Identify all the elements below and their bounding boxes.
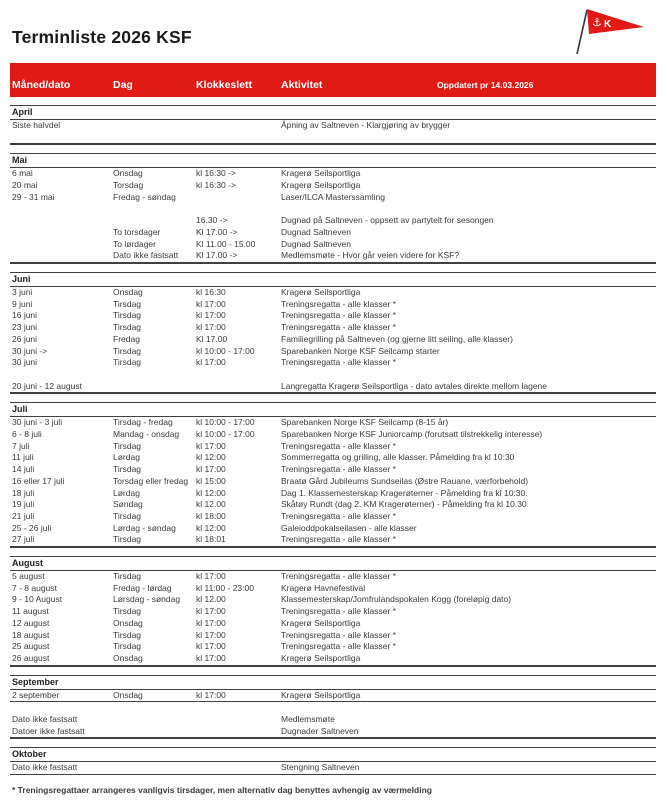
table-row <box>10 299 656 311</box>
cell-day <box>113 120 196 132</box>
cell-day: Lørdag <box>113 487 140 498</box>
cell-day <box>113 726 196 738</box>
cell-date: 9 juni <box>12 298 33 309</box>
cell-date <box>12 239 113 251</box>
table-row <box>10 120 656 132</box>
cell-activity: Klassemesterskap/Jomfrulandspokalen Kogg (foreløpig dato) <box>281 594 512 605</box>
cell-day: Onsdag <box>113 652 143 663</box>
cell-day: Fredag - lørdag <box>113 582 172 593</box>
cell-time <box>196 120 281 132</box>
cell-time: kl 17:00 <box>196 629 226 640</box>
month-section-juni <box>10 272 656 394</box>
cell-activity: Treningsregatta - alle klasser * <box>281 310 396 321</box>
cell-day <box>113 714 196 726</box>
table-row <box>10 441 656 453</box>
cell-date: 20 mai <box>12 180 38 191</box>
cell-activity: Åpning av Saltneven - Klargjøring av brygger <box>281 120 451 130</box>
cell-time: kl 17:00 <box>196 617 226 628</box>
month-heading: Oktober <box>10 747 656 762</box>
cell-date <box>12 215 113 227</box>
cell-time: kl 17:00 <box>196 440 226 451</box>
cell-activity: Treningsregatta - alle klasser * <box>281 298 396 309</box>
cell-activity: Kragerø Seilsportliga <box>281 180 361 191</box>
table-row <box>10 653 656 665</box>
cell-day: Fredag <box>113 333 140 344</box>
month-heading: September <box>10 675 656 690</box>
cell-day: Lørdag <box>113 452 140 463</box>
cell-activity: Sparebanken Norge KSF Seilcamp (8-15 år) <box>281 417 449 428</box>
cell-date: Dato ikke fastsatt <box>12 762 78 773</box>
cell-time: kl 17:00 <box>196 641 226 652</box>
cell-date: Datoer ikke fastsatt <box>12 725 85 736</box>
table-row <box>10 452 656 464</box>
cell-date: 23 juni <box>12 322 38 333</box>
column-header-dag: Dag <box>113 79 133 91</box>
table-row <box>10 215 656 227</box>
cell-time: 16.30 -> <box>196 215 228 226</box>
table-row <box>10 726 656 738</box>
cell-activity: Treningsregatta - alle klasser * <box>281 629 396 640</box>
cell-date: 6 mai <box>12 168 33 179</box>
table-header-bar <box>10 63 656 97</box>
cell-day: Onsdag <box>113 287 143 297</box>
cell-date: 9 - 10 August <box>12 594 63 605</box>
cell-day: Tirsdag <box>113 629 142 640</box>
cell-activity: Sparebanken Norge KSF Seilcamp starter <box>281 345 440 356</box>
cell-activity: Treningsregatta - alle klasser * <box>281 606 396 617</box>
cell-time: kl 17:00 <box>196 357 226 368</box>
cell-time: kl 17:00 <box>196 322 226 333</box>
updated-date-label: Oppdatert pr 14.03.2026 <box>437 80 534 90</box>
cell-time: kl 17:00 <box>196 606 226 617</box>
cell-time: kl 12:00 <box>196 487 226 498</box>
cell-activity: Treningsregatta - alle klasser * <box>281 322 396 333</box>
month-heading: April <box>10 105 656 120</box>
cell-day: Tirsdag <box>113 510 142 521</box>
table-row <box>10 714 656 726</box>
cell-activity: Treningsregatta - alle klasser * <box>281 510 396 521</box>
cell-time: kl 12:00 <box>196 452 226 463</box>
cell-date: 19 juli <box>12 499 35 510</box>
cell-date: 16 juni <box>12 310 38 321</box>
cell-activity: Laser/ILCA Masterssamling <box>281 191 385 202</box>
cell-date: 2 september <box>12 689 60 700</box>
anchor-icon: ⚓ <box>592 16 602 29</box>
cell-date: 26 august <box>12 652 50 663</box>
cell-time: kl 16:30 -> <box>196 168 236 179</box>
cell-time: kl 18:01 <box>196 534 226 545</box>
table-row <box>10 488 656 500</box>
table-row <box>10 417 656 429</box>
table-row <box>10 618 656 630</box>
table-row <box>10 192 656 204</box>
ksf-burgee-flag-icon <box>570 4 650 62</box>
cell-time: Kl 17.00 -> <box>196 226 238 237</box>
cell-activity: Dugnader Saltneven <box>281 725 359 736</box>
column-header-klokkeslett: Klokkeslett <box>196 79 253 91</box>
spacer-row <box>10 132 656 144</box>
cell-day: Onsdag <box>113 617 143 628</box>
cell-time: kl 17:00 <box>196 298 226 309</box>
cell-time: kl 11:00 - 23:00 <box>196 582 254 593</box>
cell-date <box>12 227 113 239</box>
schedule-sections <box>10 105 656 775</box>
cell-day: Tirsdag - fredag <box>113 417 173 428</box>
cell-date: 26 juni <box>12 333 38 344</box>
cell-time: kl 12.00 <box>196 499 226 510</box>
cell-date: 30 juni <box>12 357 38 368</box>
month-section-august <box>10 556 656 667</box>
table-row <box>10 606 656 618</box>
cell-activity: Kragerø Havnefestival <box>281 582 366 593</box>
cell-date: 11 august <box>12 606 49 617</box>
cell-day: Dato ikke fastsatt <box>113 250 179 261</box>
cell-date: 25 august <box>12 641 50 652</box>
spacer-row <box>10 204 656 216</box>
month-section-oktober <box>10 747 656 775</box>
cell-day: To lørdager <box>113 238 156 249</box>
cell-day: Søndag <box>113 499 143 510</box>
table-row <box>10 346 656 358</box>
cell-activity: Kragerø Seilsportliga <box>281 652 361 663</box>
cell-time <box>196 192 281 204</box>
cell-activity: Dugnad på Saltneven - oppsett av partytelt for sesongen <box>281 215 494 226</box>
table-row <box>10 357 656 369</box>
cell-day: Torsdag <box>113 180 144 191</box>
cell-date: Siste halvdel <box>12 120 61 130</box>
month-heading: August <box>10 556 656 571</box>
cell-day: To torsdager <box>113 226 161 237</box>
cell-time <box>196 726 281 738</box>
cell-date: 18 juli <box>12 487 35 498</box>
cell-time: kl 17:00 <box>196 689 226 700</box>
cell-day: Tirsdag <box>113 322 142 333</box>
table-row <box>10 583 656 595</box>
table-row <box>10 429 656 441</box>
table-row <box>10 571 656 583</box>
table-row <box>10 476 656 488</box>
cell-activity: Sparebanken Norge KSF Juniorcamp (forutsatt tilstrekkelig interesse) <box>281 429 543 440</box>
table-row <box>10 381 656 393</box>
table-row <box>10 762 656 774</box>
table-row <box>10 250 656 262</box>
month-section-april <box>10 105 656 145</box>
cell-date: 12 august <box>12 617 50 628</box>
footnote: * Treningsregattaer arrangeres vanligvis tirsdager, men alternativ dag benyttes avhengig av værmelding <box>12 785 432 796</box>
flag-pole <box>577 10 587 54</box>
cell-date: 18 august <box>12 629 50 640</box>
cell-activity: Kragerø Seilsportliga <box>281 617 361 628</box>
cell-time: kl 10:00 - 17:00 <box>196 429 255 440</box>
cell-date: 30 juni - 3 juli <box>12 417 63 428</box>
cell-time: kl 17:00 <box>196 652 226 663</box>
month-section-mai <box>10 153 656 264</box>
document-content <box>10 0 656 795</box>
cell-day <box>113 381 196 393</box>
cell-date: 14 juli <box>12 464 35 475</box>
cell-activity: Kragerø Seilsportliga <box>281 287 361 297</box>
table-row <box>10 511 656 523</box>
cell-date: 6 - 8 juli <box>12 429 42 440</box>
cell-time: kl 17:00 <box>196 310 226 321</box>
cell-activity: Familiegrilling på Saltneven (og gjerne litt seiling, alle klasser) <box>281 333 513 344</box>
cell-date: 5 august <box>12 571 45 582</box>
column-header-maaned-dato: Måned/dato <box>12 79 71 91</box>
cell-date: Dato ikke fastsatt <box>12 714 78 725</box>
cell-day: Torsdag eller fredag <box>113 475 189 486</box>
cell-day: Tirsdag <box>113 345 142 356</box>
cell-date: 11 juli <box>12 452 34 463</box>
cell-day: Onsdag <box>113 168 143 179</box>
month-section-september <box>10 675 656 740</box>
table-row <box>10 227 656 239</box>
cell-activity: Sommerregatta og grilling, alle klasser. Påmelding fra kl 10:30 <box>281 452 515 463</box>
cell-day: Tirsdag <box>113 357 142 368</box>
cell-time: kl 10:00 - 17:00 <box>196 417 255 428</box>
table-row <box>10 287 656 299</box>
table-row <box>10 630 656 642</box>
cell-day: Tirsdag <box>113 571 142 582</box>
table-row <box>10 168 656 180</box>
cell-day: Mandag - onsdag <box>113 429 180 440</box>
cell-time: kl 12:00 <box>196 522 226 533</box>
cell-activity: Medlemsmøte <box>281 714 335 725</box>
cell-activity: Treningsregatta - alle klasser * <box>281 641 396 652</box>
table-row <box>10 322 656 334</box>
cell-date: 25 - 26 juli <box>12 522 52 533</box>
cell-time: kl 17:00 <box>196 571 226 582</box>
table-row <box>10 334 656 346</box>
logo-letter-k: K <box>604 19 612 30</box>
cell-date: 21 juli <box>12 510 35 521</box>
cell-day: Onsdag <box>113 689 143 700</box>
cell-activity: Langregatta Kragerø Seilsportliga - dato avtales direkte mellom lagene <box>281 380 548 391</box>
table-row <box>10 534 656 546</box>
cell-time <box>196 762 281 774</box>
cell-day: Tirsdag <box>113 464 142 475</box>
cell-activity: Treningsregatta - alle klasser * <box>281 357 396 368</box>
cell-day: Lørdag - søndag <box>113 522 176 533</box>
cell-day: Fredag - søndag <box>113 191 176 202</box>
cell-time: kl 12.00 <box>196 594 226 605</box>
cell-date: 20 juni - 12 august <box>12 380 82 391</box>
cell-time: kl 18:00 <box>196 510 226 521</box>
cell-activity: Galeioddpokalseilasen - alle klasser <box>281 522 417 533</box>
cell-date: 27 juli <box>12 534 35 545</box>
cell-date: 29 - 31 mai <box>12 191 55 202</box>
table-row <box>10 594 656 606</box>
cell-activity: Treningsregatta - alle klasser * <box>281 464 396 475</box>
cell-day: Tirsdag <box>113 606 142 617</box>
cell-activity: Skåtøy Rundt (dag 2. KM Kragerøterner) - Påmelding fra kl 10.30 <box>281 499 527 510</box>
cell-date: 7 juli <box>12 440 30 451</box>
table-row <box>10 641 656 653</box>
cell-day: Tirsdag <box>113 641 142 652</box>
month-heading: Juni <box>10 272 656 287</box>
spacer-row <box>10 369 656 381</box>
cell-time: Kl 11.00 - 15.00 <box>196 238 256 249</box>
table-row <box>10 690 656 703</box>
cell-date: 7 - 8 august <box>12 582 57 593</box>
cell-time <box>196 381 281 393</box>
cell-time: Kl 17.00 <box>196 333 228 344</box>
cell-activity: Stengning Saltneven <box>281 762 360 773</box>
cell-activity: Dugnad Saltneven <box>281 238 351 249</box>
cell-day <box>113 762 196 774</box>
cell-date: 3 juni <box>12 287 33 297</box>
cell-activity: Treningsregatta - alle klasser * <box>281 534 396 545</box>
table-row <box>10 523 656 535</box>
cell-activity: Treningsregatta - alle klasser * <box>281 440 396 451</box>
table-row <box>10 239 656 251</box>
cell-day: Tirsdag <box>113 440 142 451</box>
cell-time: kl 17:00 <box>196 464 226 475</box>
cell-day: Lørsdag - søndag <box>113 594 181 605</box>
cell-activity: Dugnad Saltneven <box>281 226 351 237</box>
cell-time: kl 10:00 - 17:00 <box>196 345 255 356</box>
cell-activity: Kragerø Seilsportliga <box>281 168 361 179</box>
cell-activity: Medlemsmøte - Hvor går veien videre for KSF? <box>281 250 460 261</box>
cell-date: 30 juni -> <box>12 345 48 356</box>
cell-day: Tirsdag <box>113 310 142 321</box>
cell-day: Tirsdag <box>113 534 142 545</box>
table-row <box>10 464 656 476</box>
page-title: Terminliste 2026 KSF <box>12 27 192 47</box>
cell-time <box>196 714 281 726</box>
cell-day: Tirsdag <box>113 298 142 309</box>
cell-date: 16 eller 17 juli <box>12 475 65 486</box>
month-section-juli <box>10 402 656 548</box>
spacer-row <box>10 702 656 714</box>
cell-day <box>113 215 196 227</box>
table-row <box>10 310 656 322</box>
cell-activity: Treningsregatta - alle klasser * <box>281 571 396 582</box>
cell-date <box>12 250 113 262</box>
cell-activity: Dag 1. Klassemesterskap Kragerøterner - Påmelding fra kl 10:30. <box>281 487 528 498</box>
table-row <box>10 499 656 511</box>
cell-time: kl 16:30 -> <box>196 180 236 191</box>
cell-time: kl 15:00 <box>196 475 226 486</box>
column-header-aktivitet: Aktivitet <box>281 79 323 91</box>
cell-activity: Braatø Gård Jubileums Sundseilas (Østre Rauane, værforbehold) <box>281 475 529 486</box>
table-row <box>10 180 656 192</box>
cell-time: kl 16:30 <box>196 287 226 297</box>
cell-time: Kl 17.00 -> <box>196 250 238 261</box>
month-heading: Mai <box>10 153 656 168</box>
cell-activity: Kragerø Seilsportliga <box>281 689 361 700</box>
month-heading: Juli <box>10 402 656 417</box>
